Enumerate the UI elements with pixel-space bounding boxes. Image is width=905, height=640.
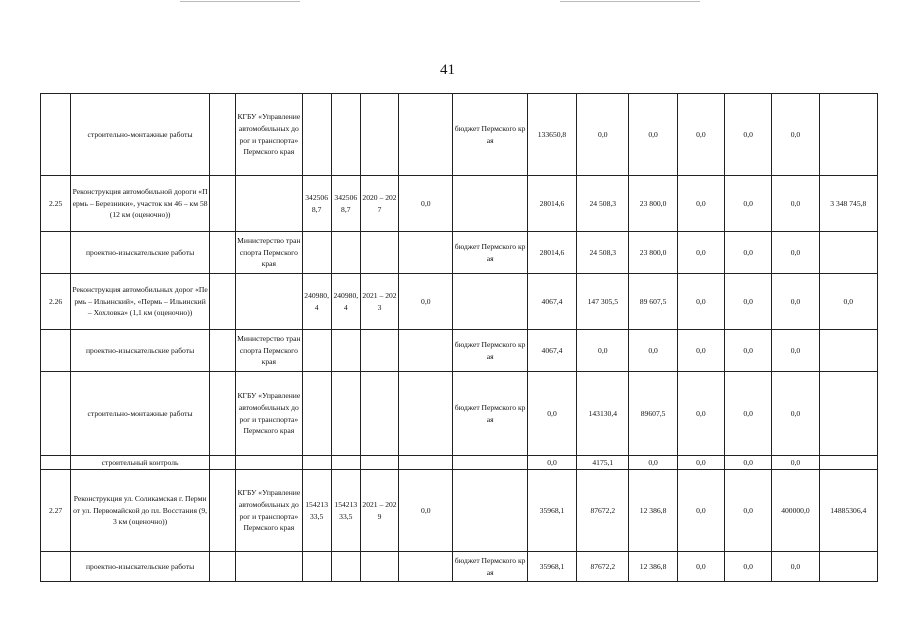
year-value-3: 0,0 xyxy=(629,330,677,372)
table-row xyxy=(41,330,878,372)
table-row xyxy=(41,552,878,582)
remaining-value-cell xyxy=(819,456,877,470)
cost-total-cell xyxy=(331,94,360,176)
completed-value-cell: 0,0 xyxy=(399,470,453,552)
remaining-value-cell xyxy=(819,232,877,274)
year-value-4: 0,0 xyxy=(677,456,724,470)
cost-total-cell xyxy=(331,372,360,456)
spacer-cell xyxy=(210,470,236,552)
table-row xyxy=(41,372,878,456)
completed-value-cell xyxy=(399,552,453,582)
cost-estimate-cell xyxy=(302,94,331,176)
year-value-2: 24 508,3 xyxy=(577,176,629,232)
row-number xyxy=(41,94,71,176)
year-value-4: 0,0 xyxy=(677,372,724,456)
table-row xyxy=(41,470,878,552)
remaining-value-cell xyxy=(819,552,877,582)
spacer-cell xyxy=(210,372,236,456)
completed-value-cell xyxy=(399,94,453,176)
year-value-1: 28014,6 xyxy=(527,232,576,274)
year-value-3: 89607,5 xyxy=(629,372,677,456)
scan-artifact-line xyxy=(180,1,300,2)
year-value-3: 23 800,0 xyxy=(629,232,677,274)
work-name: строительно-монтажные работы xyxy=(71,94,210,176)
year-value-1: 28014,6 xyxy=(527,176,576,232)
remaining-value-cell: 14885306,4 xyxy=(819,470,877,552)
year-value-3: 89 607,5 xyxy=(629,274,677,330)
period-cell xyxy=(360,552,398,582)
year-value-1: 35968,1 xyxy=(527,470,576,552)
row-number: 2.27 xyxy=(41,470,71,552)
cost-estimate-cell xyxy=(302,552,331,582)
year-value-4: 0,0 xyxy=(677,552,724,582)
year-value-4: 0,0 xyxy=(677,470,724,552)
completed-value-cell xyxy=(399,330,453,372)
executor-cell: КГБУ «Управление автомобильных дорог и транспорта» Пермского края xyxy=(236,94,302,176)
year-value-6: 0,0 xyxy=(772,330,819,372)
table-row xyxy=(41,94,878,176)
year-value-2: 24 508,3 xyxy=(577,232,629,274)
executor-cell xyxy=(236,456,302,470)
work-name: Реконструкция ул. Соликамская г. Перми от ул. Первомайской до пл. Восстания (9,3 км (оценочно)) xyxy=(71,470,210,552)
executor-cell xyxy=(236,552,302,582)
year-value-5: 0,0 xyxy=(725,330,772,372)
executor-cell: Министерство транспорта Пермского края xyxy=(236,330,302,372)
spacer-cell xyxy=(210,330,236,372)
completed-value-cell: 0,0 xyxy=(399,176,453,232)
cost-estimate-cell xyxy=(302,372,331,456)
work-name: строительный контроль xyxy=(71,456,210,470)
year-value-6: 0,0 xyxy=(772,372,819,456)
year-value-5: 0,0 xyxy=(725,94,772,176)
period-cell: 2021 – 2029 xyxy=(360,470,398,552)
table-row xyxy=(41,232,878,274)
spacer-cell xyxy=(210,176,236,232)
funding-source-cell: бюджет Пермского края xyxy=(453,552,527,582)
completed-value-cell xyxy=(399,232,453,274)
year-value-5: 0,0 xyxy=(725,552,772,582)
program-table xyxy=(40,93,878,582)
year-value-3: 0,0 xyxy=(629,456,677,470)
row-number: 2.25 xyxy=(41,176,71,232)
row-number xyxy=(41,372,71,456)
funding-source-cell: бюджет Пермского края xyxy=(453,232,527,274)
work-name: строительно-монтажные работы xyxy=(71,372,210,456)
scan-artifact-line xyxy=(560,1,700,2)
period-cell xyxy=(360,456,398,470)
year-value-3: 12 386,8 xyxy=(629,552,677,582)
executor-cell: Министерство транспорта Пермского края xyxy=(236,232,302,274)
executor-cell xyxy=(236,176,302,232)
executor-cell xyxy=(236,274,302,330)
cost-total-cell xyxy=(331,456,360,470)
work-name: Реконструкция автомобильной дороги «Пермь – Березники», участок км 46 – км 58 (12 км (оценочно)) xyxy=(71,176,210,232)
year-value-3: 0,0 xyxy=(629,94,677,176)
year-value-1: 133650,8 xyxy=(527,94,576,176)
completed-value-cell xyxy=(399,456,453,470)
cost-estimate-cell xyxy=(302,232,331,274)
cost-estimate-cell: 240980,4 xyxy=(302,274,331,330)
year-value-1: 0,0 xyxy=(527,372,576,456)
year-value-1: 0,0 xyxy=(527,456,576,470)
year-value-5: 0,0 xyxy=(725,176,772,232)
year-value-5: 0,0 xyxy=(725,456,772,470)
remaining-value-cell: 3 348 745,8 xyxy=(819,176,877,232)
year-value-2: 0,0 xyxy=(577,94,629,176)
cost-estimate-cell xyxy=(302,330,331,372)
remaining-value-cell xyxy=(819,94,877,176)
year-value-1: 35968,1 xyxy=(527,552,576,582)
cost-total-cell xyxy=(331,232,360,274)
row-number: 2.26 xyxy=(41,274,71,330)
year-value-5: 0,0 xyxy=(725,232,772,274)
year-value-5: 0,0 xyxy=(725,274,772,330)
cost-estimate-cell: 15421333,5 xyxy=(302,470,331,552)
cost-estimate-cell: 3425068,7 xyxy=(302,176,331,232)
work-name: Реконструкция автомобильных дорог «Пермь – Ильинский», «Пермь – Ильинский – Хохловка» (1,1 км (оценочно)) xyxy=(71,274,210,330)
work-name: проектно-изыскательские работы xyxy=(71,330,210,372)
year-value-3: 12 386,8 xyxy=(629,470,677,552)
remaining-value-cell xyxy=(819,330,877,372)
year-value-6: 0,0 xyxy=(772,176,819,232)
year-value-1: 4067,4 xyxy=(527,330,576,372)
year-value-4: 0,0 xyxy=(677,330,724,372)
cost-total-cell: 240980,4 xyxy=(331,274,360,330)
year-value-3: 23 800,0 xyxy=(629,176,677,232)
cost-total-cell xyxy=(331,552,360,582)
period-cell xyxy=(360,94,398,176)
spacer-cell xyxy=(210,232,236,274)
funding-source-cell xyxy=(453,176,527,232)
remaining-value-cell xyxy=(819,372,877,456)
work-name: проектно-изыскательские работы xyxy=(71,552,210,582)
spacer-cell xyxy=(210,552,236,582)
period-cell xyxy=(360,372,398,456)
year-value-4: 0,0 xyxy=(677,232,724,274)
funding-source-cell: бюджет Пермского края xyxy=(453,372,527,456)
year-value-6: 0,0 xyxy=(772,274,819,330)
year-value-2: 147 305,5 xyxy=(577,274,629,330)
funding-source-cell xyxy=(453,470,527,552)
year-value-2: 0,0 xyxy=(577,330,629,372)
funding-source-cell: бюджет Пермского края xyxy=(453,330,527,372)
year-value-6: 0,0 xyxy=(772,552,819,582)
spacer-cell xyxy=(210,274,236,330)
executor-cell: КГБУ «Управление автомобильных дорог и транспорта» Пермского края xyxy=(236,372,302,456)
cost-total-cell: 15421333,5 xyxy=(331,470,360,552)
year-value-4: 0,0 xyxy=(677,176,724,232)
table-row xyxy=(41,456,878,470)
page-number: 41 xyxy=(440,62,455,78)
funding-source-cell: бюджет Пермского края xyxy=(453,94,527,176)
year-value-6: 0,0 xyxy=(772,94,819,176)
period-cell: 2020 – 2027 xyxy=(360,176,398,232)
year-value-4: 0,0 xyxy=(677,274,724,330)
cost-estimate-cell xyxy=(302,456,331,470)
year-value-5: 0,0 xyxy=(725,372,772,456)
table-row xyxy=(41,274,878,330)
year-value-2: 4175,1 xyxy=(577,456,629,470)
cost-total-cell xyxy=(331,330,360,372)
row-number xyxy=(41,232,71,274)
year-value-5: 0,0 xyxy=(725,470,772,552)
year-value-1: 4067,4 xyxy=(527,274,576,330)
year-value-2: 87672,2 xyxy=(577,552,629,582)
period-cell xyxy=(360,330,398,372)
remaining-value-cell: 0,0 xyxy=(819,274,877,330)
row-number xyxy=(41,552,71,582)
year-value-2: 87672,2 xyxy=(577,470,629,552)
year-value-6: 0,0 xyxy=(772,232,819,274)
year-value-6: 0,0 xyxy=(772,456,819,470)
period-cell: 2021 – 2023 xyxy=(360,274,398,330)
cost-total-cell: 3425068,7 xyxy=(331,176,360,232)
completed-value-cell: 0,0 xyxy=(399,274,453,330)
spacer-cell xyxy=(210,456,236,470)
completed-value-cell xyxy=(399,372,453,456)
period-cell xyxy=(360,232,398,274)
executor-cell: КГБУ «Управление автомобильных дорог и транспорта» Пермского края xyxy=(236,470,302,552)
spacer-cell xyxy=(210,94,236,176)
funding-source-cell xyxy=(453,456,527,470)
year-value-2: 143130,4 xyxy=(577,372,629,456)
funding-source-cell xyxy=(453,274,527,330)
year-value-4: 0,0 xyxy=(677,94,724,176)
table-row xyxy=(41,176,878,232)
row-number xyxy=(41,456,71,470)
year-value-6: 400000,0 xyxy=(772,470,819,552)
row-number xyxy=(41,330,71,372)
work-name: проектно-изыскательские работы xyxy=(71,232,210,274)
